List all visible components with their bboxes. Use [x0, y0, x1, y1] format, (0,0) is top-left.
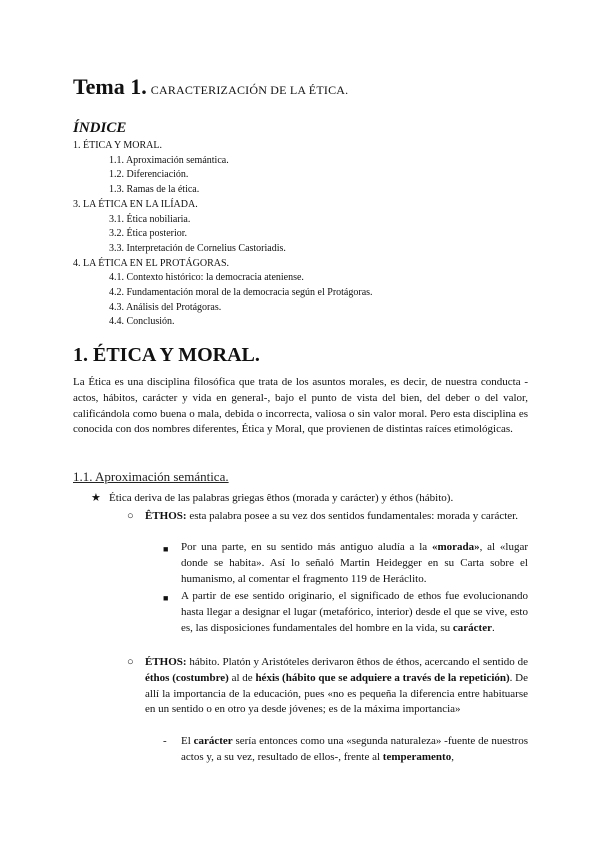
dash-bullet-icon: - [163, 735, 167, 747]
toc-item: 1.2. Diferenciación. [109, 169, 189, 181]
text-span: , [451, 750, 454, 763]
list-item-caracter [181, 589, 528, 636]
toc-item: 3. LA ÉTICA EN LA ILÍADA. [73, 198, 198, 210]
text-span: , al «lugar donde se habita». Así lo señaló Martin Heidegger en su Carta sobre el humanismo, al comentar el fragmento 119 de Heráclito. [181, 541, 528, 585]
bold-term: éthos (costumbre) [145, 671, 229, 684]
bold-term: «morada» [431, 541, 480, 553]
toc-item: 1.1. Aproximación semántica. [109, 154, 229, 166]
circle-bullet-icon: ○ [127, 510, 134, 522]
toc-item: 4. LA ÉTICA EN EL PROTÁGORAS. [73, 257, 230, 269]
list-item-ethos-habito [145, 655, 528, 718]
circle-bullet-icon: ○ [127, 656, 134, 668]
page-title [73, 74, 348, 100]
toc-item: 1. ÉTICA Y MORAL. [73, 140, 162, 151]
toc-item: 4.4. Conclusión. [109, 316, 175, 328]
square-bullet-icon: ■ [163, 593, 169, 603]
text-span: El [181, 735, 194, 747]
toc-item: 3.3. Interpretación de Cornelius Castoriadis. [109, 242, 286, 254]
toc-heading: ÍNDICE [73, 120, 127, 136]
text-span: al de [228, 671, 256, 684]
ethos-text: esta palabra posee a su vez dos sentidos fundamentales: morada y carácter. [186, 510, 518, 522]
text-span: sería entonces como una «segunda naturaleza» -fuente de nuestros actos y, a su vez, resultado de ellos-, frente al [181, 735, 528, 763]
bold-term: ÉTHOS: [145, 656, 187, 668]
text-span: . De allí la importancia de la educación, pues «no es pequeña la diferencia entre habituarse en un sentido o en otro ya desde jóvenes; es de la máxima importancia» [145, 671, 529, 716]
list-item-ethos-morada [145, 509, 528, 525]
ethos-term: ÊTHOS: [145, 510, 187, 522]
toc-item: 3.2. Ética posterior. [109, 228, 188, 240]
title-text: CARACTERIZACIÓN DE LA ÉTICA. [150, 83, 349, 97]
bold-term: carácter [193, 735, 233, 747]
text-span: hábito. Platón y Aristóteles derivaron êthos de éthos, acercando el sentido de [186, 656, 528, 668]
toc-item: 3.1. Ética nobiliaria. [109, 213, 191, 225]
table-of-contents [73, 139, 533, 330]
text-span: . [491, 621, 495, 634]
bold-term: carácter [452, 621, 492, 634]
bold-term: héxis [255, 671, 280, 684]
title-number: Tema 1. [73, 74, 147, 99]
toc-item: 1.3. Ramas de la ética. [109, 184, 200, 196]
square-bullet-icon: ■ [163, 544, 169, 554]
toc-item: 4.3. Análisis del Protágoras. [109, 301, 222, 313]
list-item-etica: Ética deriva de las palabras griegas êthos (morada y carácter) y éthos (hábito). [109, 492, 454, 504]
toc-item: 4.1. Contexto histórico: la democracia ateniense. [109, 272, 304, 284]
list-item-morada [181, 540, 528, 587]
intro-paragraph: La Ética es una disciplina filosófica que trata de los asuntos morales, es decir, de nuestra conducta -actos, hábitos, carácter y vida en general-, bajo el punto de vista del bien, del deber o del valor, calificándola como buena o mala, debida o incorrecta, valiosa o sin valor moral. Pero esta disciplina es conocida con dos nombres diferentes, Ética y Moral, que provienen de distintas raíces etimológicas. [73, 376, 528, 436]
list-item-segunda-naturaleza [181, 734, 528, 766]
text-span: Por una parte, en su sentido más antiguo aludía a la [181, 541, 432, 553]
text-span: A partir de ese sentido originario, el significado de ethos fue evolucionando hasta llegar a designar el lugar (metafórico, interior) desde el que se vive, esto es, las disposiciones fundamentales del hombre en la vida, su [181, 590, 528, 634]
toc-item: 4.2. Fundamentación moral de la democracia según el Protágoras. [109, 287, 373, 299]
bold-term: temperamento [382, 750, 452, 763]
star-bullet-icon: ★ [91, 492, 101, 504]
section-heading: 1. ÉTICA Y MORAL. [73, 344, 260, 366]
subsection-heading: 1.1. Aproximación semántica. [73, 469, 229, 484]
bold-term: (hábito que se adquiere a través de la repetición) [282, 671, 510, 684]
